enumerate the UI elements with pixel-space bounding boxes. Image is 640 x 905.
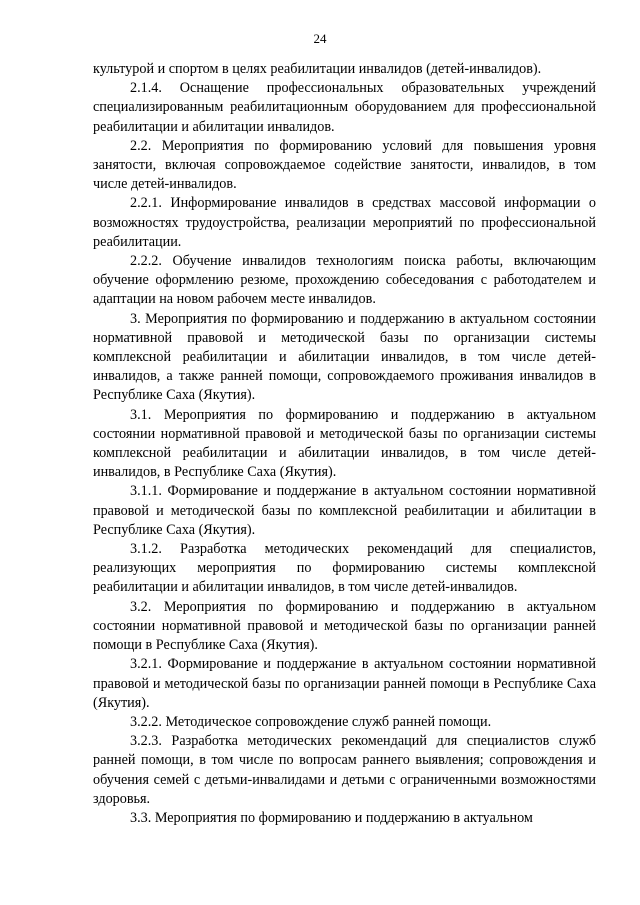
paragraph-2-2-1: 2.2.1. Информирование инвалидов в средствах массовой информации о возможностях трудоустройства, реализации мероприятий по профессиональной реабилитации. <box>93 195 596 250</box>
paragraph-2-2: 2.2. Мероприятия по формированию условий для повышения уровня занятости, включая сопровождаемое содействие занятости, инвалидов, в том числе детей-инвалидов. <box>93 137 596 193</box>
paragraph-3-1-1: 3.1.1. Формирование и поддержание в актуальном состоянии нормативной правовой и методической базы по комплексной реабилитации и абилитации в Республике Саха (Якутия). <box>93 483 596 538</box>
paragraph-2-2-2: 2.2.2. Обучение инвалидов технологиям поиска работы, включающим обучение оформлению резюме, прохождению собеседования с работодателем и адаптации на новом рабочем месте инвалидов. <box>93 253 596 308</box>
paragraph-3-2: 3.2. Мероприятия по формированию и поддержанию в актуальном состоянии нормативной правовой и методической базы по организации ранней помощи в Республике Саха (Якутия). <box>93 598 596 654</box>
paragraph-3-1: 3.1. Мероприятия по формированию и поддержанию в актуальном состоянии нормативной правовой и методической базы по организации системы комплексной реабилитации и абилитации инвалидов, в том числе детей-инвалидов, в Республике Саха (Якутия). <box>93 406 596 481</box>
document-body <box>93 60 596 828</box>
page-number: 24 <box>313 31 327 46</box>
paragraph-3-1-2: 3.1.2. Разработка методических рекомендаций для специалистов, реализующих мероприятия по формированию системы комплексной реабилитации и абилитации инвалидов, в том числе детей-инвалидов. <box>93 541 596 596</box>
paragraph-3-2-3: 3.2.3. Разработка методических рекомендаций для специалистов служб ранней помощи, в том числе по вопросам раннего выявления; сопровождения и обучения семей с детьми-инвалидами и детьми с ограниченными возможностями здоровья. <box>93 733 596 807</box>
paragraph-continuation: культурой и спортом в целях реабилитации инвалидов (детей-инвалидов). <box>93 61 542 77</box>
paragraph-3-3: 3.3. Мероприятия по формированию и поддержанию в актуальном <box>130 809 533 826</box>
paragraph-3: 3. Мероприятия по формированию и поддержанию в актуальном состоянии нормативной правовой и методической базы по организации системы комплексной реабилитации и абилитации инвалидов, в том числе детей-инвалидов, а также ранней помощи, сопровождаемого проживания инвалидов в Республике Саха (Якутия). <box>93 310 596 404</box>
paragraph-3-2-2: 3.2.2. Методическое сопровождение служб ранней помощи. <box>130 713 492 730</box>
paragraph-3-2-1: 3.2.1. Формирование и поддержание в актуальном состоянии нормативной правовой и методической базы по организации ранней помощи в Республике Саха (Якутия). <box>93 656 596 711</box>
paragraph-2-1-4: 2.1.4. Оснащение профессиональных образовательных учреждений специализированным реабилитационным оборудованием для профессиональной реабилитации и абилитации инвалидов. <box>93 80 596 135</box>
